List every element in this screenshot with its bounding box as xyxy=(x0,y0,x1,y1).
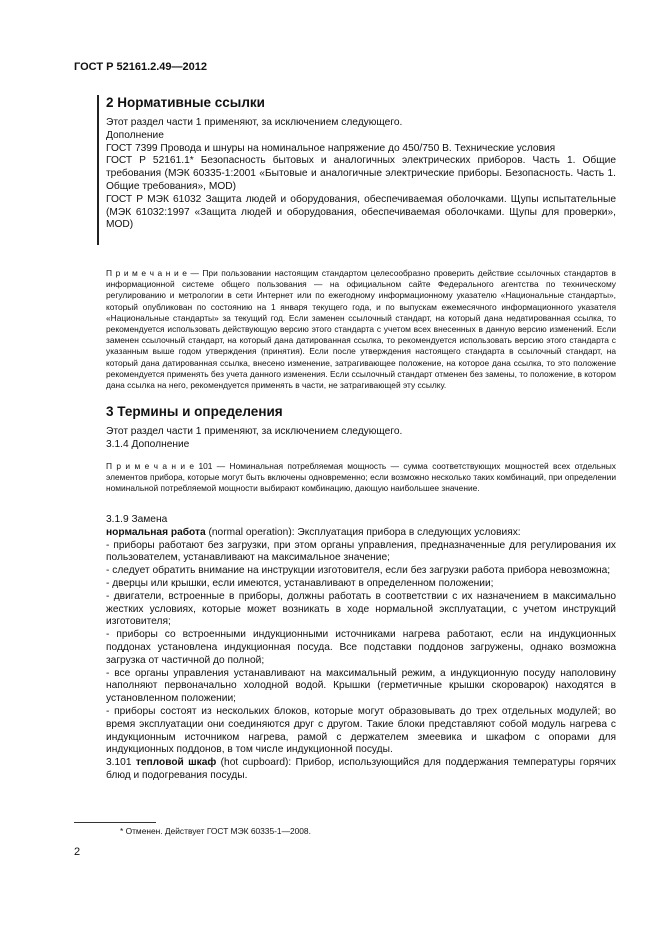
condition-item: - приборы работают без загрузки, при этом органы управления, предназначенные для регулирования их пользователем, устанавливают на максимальное значение; xyxy=(106,539,616,564)
section-2-addition: Дополнение xyxy=(106,129,164,141)
change-bar xyxy=(97,95,99,245)
section-2-intro: Этот раздел части 1 применяют, за исключением следующего. xyxy=(106,117,403,128)
section-3-intro: Этот раздел части 1 применяют, за исключением следующего. xyxy=(106,426,403,437)
footnote-separator xyxy=(74,822,156,823)
note-101-text: — Номинальная потребляемая мощность — сумма соответствующих мощностей всех отдельных элементов прибора, которые могут быть включены одновременно; если возможно несколько таких комбинаций, при определении номинальной потребляемой мощности выбирают комбинацию, дающую наибольшее значение. xyxy=(106,461,616,494)
section-3-title: 3 Термины и определения xyxy=(106,404,283,419)
page-number: 2 xyxy=(74,846,81,858)
note-label: П р и м е ч а н и е xyxy=(106,268,187,278)
term-normal-operation: нормальная работа xyxy=(106,526,206,538)
footnote: * Отменен. Действует ГОСТ МЭК 60335-1—2008. xyxy=(120,826,311,836)
condition-item: - приборы состоят из нескольких блоков, которые могут образовывать до трех отдельных модулей; во время эксплуатации они соединяются друг с другом. Такие блоки представляют собой модуль нагрева с индукционным источником нагрева, рамой с держателем змеевика и шкафом с опорами для индукционных поддонов, в том числе индукционной посуды. xyxy=(106,705,616,756)
condition-item: - все органы управления устанавливают на максимальный режим, а индукционную посуду наполовину наполняют первоначально холодной водой. Крышки (герметичные крышки скороварок) находятся в установленном положении; xyxy=(106,667,616,705)
section-3-note xyxy=(106,461,616,495)
section-3-body xyxy=(106,514,616,783)
reference-gost-7399: ГОСТ 7399 Провода и шнуры на номинальное напряжение до 450/750 В. Технические условия xyxy=(106,142,556,154)
subsection-3-1-4: 3.1.4 Дополнение xyxy=(106,438,190,450)
condition-item: - дверцы или крышки, если имеются, устанавливают в определенном положении; xyxy=(106,577,494,589)
subsection-3-1-9: 3.1.9 Замена xyxy=(106,514,168,525)
note-text: — При пользовании настоящим стандартом целесообразно проверить действие ссылочных стандартов в информационной системе общего пользования — на официальном сайте Федерального агентства по техническому регулированию и метрологии в сети Интернет или по ежегодному информационному указателю «Национальные стандарты», который опубликован по состоянию на 1 января текущего года, и по выпускам ежемесячного информационного указателя «Национальные стандарты» за текущий год. Если заменен ссылочный стандарт, на который дана недатированная ссылка, то рекомендуется использовать действующую версию этого стандарта с учетом всех внесенных в данную версию изменений. Если заменен ссылочный стандарт, на который дана датированная ссылка, то рекомендуется использовать версию этого стандарта с указанным выше годом утверждения (принятия). Если после утверждения настоящего стандарта в ссылочный стандарт, на который дана датированная ссылка, внесено изменение, затрагивающее положение, на которое дана ссылка, то это положение рекомендуется применять без учета данного изменения. Если ссылочный стандарт отменен без замены, то положение, в котором дана ссылка на него, рекомендуется применять в части, не затрагивающей эту ссылку. xyxy=(106,268,616,391)
note-101-label: П р и м е ч а н и е 101 xyxy=(106,461,213,471)
section-2-body xyxy=(106,117,616,232)
reference-gost-52161-1: ГОСТ Р 52161.1* Безопасность бытовых и аналогичных электрических приборов. Часть 1. Общие требования (МЭК 60335-1:2001 «Бытовые и аналогичные электрические приборы. Безопасность. Часть 1. Общие требования», MOD) xyxy=(106,155,616,192)
term-normal-operation-definition: (normal operation): Эксплуатация прибора в следующих условиях: xyxy=(205,526,521,538)
condition-item: - приборы со встроенными индукционными источниками нагрева работают, если на индукционных поддонах установлена индукционная посуда. Все подставки поддонов загружены, однако возможна загрузка от частичной до полной; xyxy=(106,629,616,666)
section-2-note xyxy=(106,268,616,391)
condition-item: - двигатели, встроенные в приборы, должны работать в соответствии с их назначением в максимально жестких условиях, которые может возникать в ходе нормальной эксплуатации, с учетом инструкций изготовителя; xyxy=(106,590,616,628)
condition-item: - следует обратить внимание на инструкции изготовителя, если без загрузки работа прибора невозможна; xyxy=(106,565,611,577)
section-2-title: 2 Нормативные ссылки xyxy=(106,95,265,110)
term-hot-cupboard: тепловой шкаф xyxy=(135,757,217,769)
standard-code-header: ГОСТ Р 52161.2.49—2012 xyxy=(74,61,208,73)
reference-gost-iec-61032: ГОСТ Р МЭК 61032 Защита людей и оборудования, обеспечиваемая оболочками. Щупы испытательные (МЭК 61032:1997 «Защита людей и оборудования, обеспечиваемая оболочками. Щупы для проверки», MOD) xyxy=(106,193,616,231)
section-3-intro-block xyxy=(106,426,616,452)
term-hot-cupboard-definition: (hot cupboard): Прибор, использующийся для поддержания температуры горячих блюд и подогревания посуды. xyxy=(106,757,616,781)
definition-number: 3.101 xyxy=(106,757,136,769)
